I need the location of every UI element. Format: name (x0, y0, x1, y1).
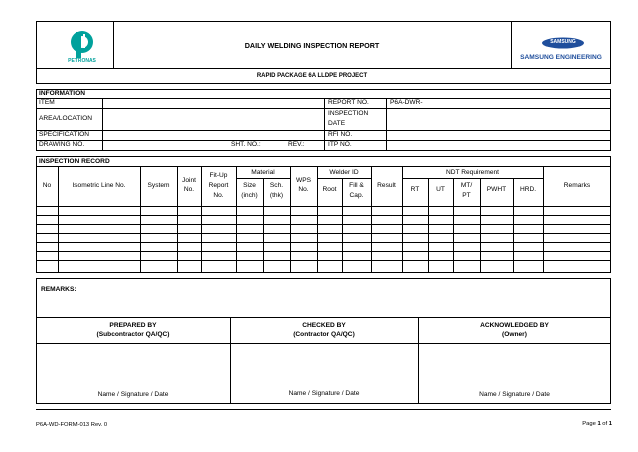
col-header-fill-2: Cap. (349, 192, 364, 199)
acknowledged-by-title: ACKNOWLEDGED BY (480, 322, 549, 329)
col-header-joint-2: No. (183, 186, 195, 193)
col-header-sch-1: Sch. (269, 182, 284, 189)
col-header-fitup-2: Report (208, 182, 229, 189)
page-of: of (602, 421, 608, 427)
table-row (36, 215, 611, 216)
col-header-wps-2: No. (298, 186, 309, 193)
signature-top-line (36, 317, 611, 318)
col-header-rt: RT (410, 186, 420, 193)
col-header-remarks: Remarks (563, 182, 591, 189)
page-total: 1 (608, 421, 612, 427)
col-header-root: Root (322, 186, 337, 193)
col-header-fill-1: Fill & (349, 182, 364, 189)
spec-label: SPECIFICATION (39, 131, 90, 138)
material-sub-line (236, 178, 290, 179)
col-header-size-2: (inch) (241, 192, 258, 199)
info-vline-3 (386, 98, 387, 151)
col-div-result (402, 166, 403, 273)
drawing-label: DRAWING NO. (39, 141, 85, 148)
col-header-joint-1: Joint (182, 177, 196, 184)
col-header-pwht: PWHT (486, 186, 507, 193)
checked-by-title: CHECKED BY (302, 322, 346, 329)
rev-label: REV.: (288, 141, 305, 148)
signature-header-line (36, 343, 611, 344)
record-title-line (36, 166, 611, 167)
table-row (36, 242, 611, 243)
col-header-system: System (147, 182, 170, 189)
col-header-fitup-1: Fit-Up (209, 172, 228, 179)
remarks-box (36, 278, 611, 404)
page-number: 1 (597, 421, 601, 427)
table-row (36, 260, 611, 261)
col-header-no: No (42, 182, 52, 189)
petronas-logo-text: PETRONAS (68, 58, 96, 64)
checked-by-role: (Contractor QA/QC) (293, 331, 355, 338)
header-divider-mid (36, 68, 611, 69)
prepared-by-role: (Subcontractor QA/QC) (96, 331, 170, 338)
area-label: AREA/LOCATION (39, 115, 93, 122)
checked-name-signature-date: Name / Signature / Date (288, 390, 360, 397)
col-header-sch-2: (thk) (269, 192, 284, 199)
inspection-record-title: INSPECTION RECORD (39, 158, 110, 165)
inspection-date-label-2: DATE (328, 120, 346, 127)
inspection-date-label-1: INSPECTION (328, 110, 369, 117)
samsung-logo-small-text: SAMSUNG (550, 39, 576, 45)
welder-sub-line (317, 178, 371, 179)
col-header-iso: Isometric Line No. (72, 182, 126, 189)
col-header-mtpt-1: MT/ (460, 182, 473, 189)
page-prefix: Page (582, 421, 596, 427)
col-header-fitup-3: No. (213, 192, 224, 199)
item-label: ITEM (39, 99, 55, 106)
acknowledged-name-signature-date: Name / Signature / Date (479, 391, 550, 398)
col-header-ndt: NDT Requirement (445, 169, 499, 176)
col-header-ut: UT (436, 186, 445, 193)
samsung-logo-text: SAMSUNG ENGINEERING (520, 54, 602, 61)
form-number: P6A-WD-FORM-013 Rev. 0 (36, 422, 108, 428)
ndt-sub-line (402, 178, 543, 179)
table-row (36, 224, 611, 225)
prepared-name-signature-date: Name / Signature / Date (97, 391, 169, 398)
table-row (36, 251, 611, 252)
col-header-mtpt-2: PT (462, 192, 471, 199)
footer-line (36, 409, 611, 410)
acknowledged-by-role: (Owner) (502, 331, 527, 338)
col-header-result: Result (377, 182, 396, 189)
col-header-size-1: Size (243, 182, 256, 189)
col-header-welder: Welder ID (329, 169, 359, 176)
information-title: INFORMATION (39, 90, 86, 97)
col-header-material: Material (251, 169, 275, 176)
report-title: DAILY WELDING INSPECTION REPORT (244, 41, 380, 50)
info-vline-1 (102, 98, 103, 151)
remarks-label: REMARKS: (41, 286, 77, 293)
col-header-hrd: HRD. (519, 186, 537, 193)
sht-label: SHT. NO.: (231, 141, 261, 148)
page-indicator (560, 420, 612, 428)
rfi-label: RFI NO. (328, 131, 353, 138)
table-row (36, 233, 611, 234)
report-no-value: P6A-DWR- (390, 99, 423, 106)
col-div-wps (317, 166, 318, 273)
info-vline-2 (324, 98, 325, 151)
header-divider-right (511, 21, 512, 69)
col-header-wps-1: WPS (295, 177, 312, 184)
record-header-line (36, 206, 611, 207)
itp-label: ITP NO. (328, 141, 352, 148)
project-subtitle: RAPID PACKAGE 6A LLDPE PROJECT (256, 73, 368, 79)
report-no-label: REPORT NO. (328, 99, 369, 106)
prepared-by-title: PREPARED BY (109, 322, 157, 329)
